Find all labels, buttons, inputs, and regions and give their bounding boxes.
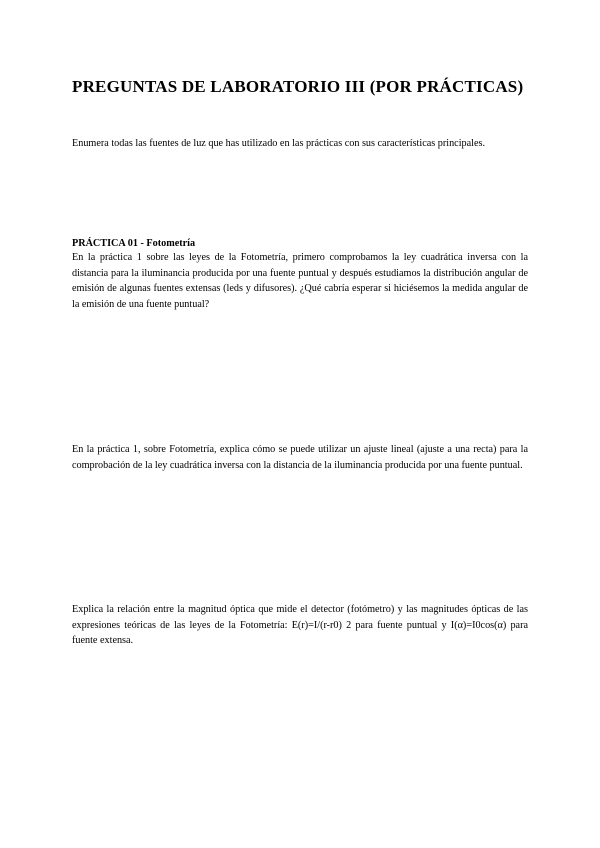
section-heading-practica-01: PRÁCTICA 01 - Fotometría [72,238,196,249]
question-3: Explica la relación entre la magnitud óptica que mide el detector (fotómetro) y las magnitudes ópticas de las expresiones teóricas de las leyes de la Fotometría: E(r)=I/(r-r0) 2 para fuente puntual y I(α)=I0cos(α) para fuente extensa. [72,604,528,646]
document-title: PREGUNTAS DE LABORATORIO III (POR PRÁCTICAS) [72,77,524,96]
intro-question: Enumera todas las fuentes de luz que has utilizado en las prácticas con sus características principales. [72,138,486,149]
question-2: En la práctica 1, sobre Fotometría, explica cómo se puede utilizar un ajuste lineal (ajuste a una recta) para la comprobación de la ley cuadrática inversa con la distancia de la iluminancia producida por una fuente puntual. [72,444,528,471]
question-1: En la práctica 1 sobre las leyes de la Fotometría, primero comprobamos la ley cuadrática inversa con la distancia para la iluminancia producida por una fuente puntual y después estudiamos la distribución angular de emisión de algunas fuentes extensas (leds y difusores). ¿Qué cabría esperar si hiciésemos la medida angular de la emisión de una fuente puntual? [72,252,528,310]
